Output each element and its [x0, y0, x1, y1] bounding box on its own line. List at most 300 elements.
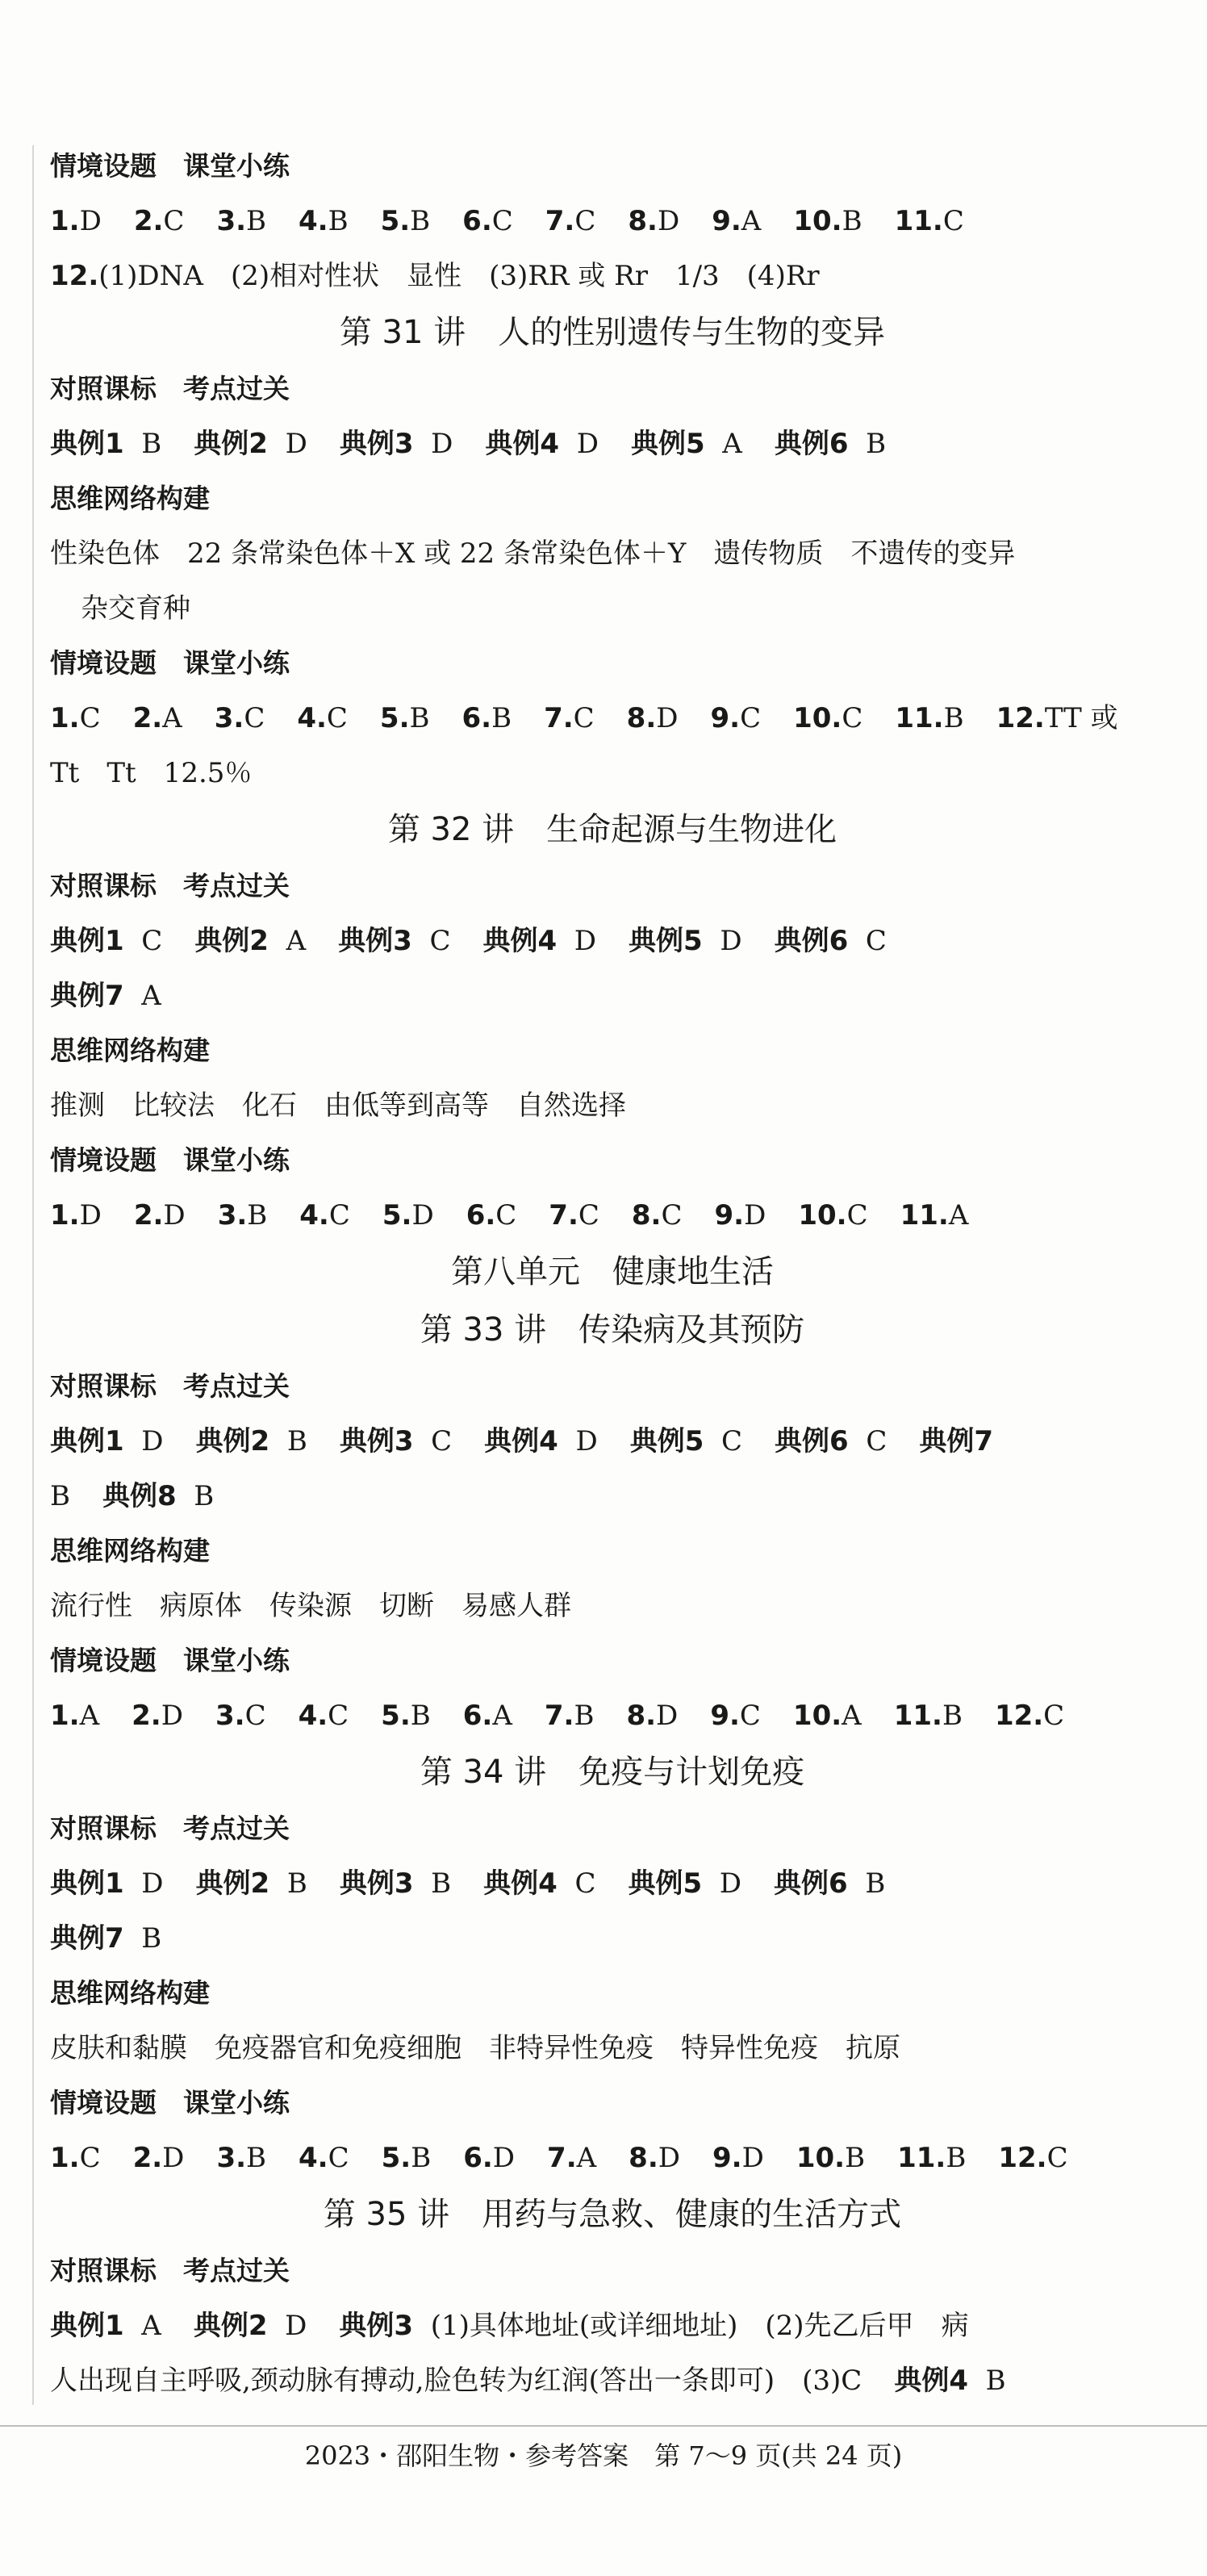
answer-item: [485, 428, 599, 460]
answer-number: 7.: [547, 2142, 577, 2174]
answer-value: A: [141, 2310, 161, 2342]
answer-number: 1.: [50, 2142, 80, 2174]
answer-value: B: [845, 2142, 866, 2174]
answer-item: [793, 702, 862, 734]
answer-number: 典例2: [195, 1425, 270, 1457]
answer-value: C: [491, 205, 513, 237]
answer-value: B: [409, 702, 430, 734]
answer-number: 12.: [994, 1700, 1044, 1732]
answer-text-line: 皮肤和黏膜 免疫器官和免疫细胞 非特异性免疫 特异性免疫 抗原: [50, 2032, 900, 2064]
answer-number: 2.: [133, 1199, 164, 1232]
answer-value: D: [720, 925, 742, 957]
answer-value: D: [285, 428, 307, 460]
answer-item: [50, 1867, 164, 1900]
answer-value: B: [865, 1867, 886, 1900]
answer-item: [793, 1700, 862, 1732]
answer-item: [627, 702, 679, 734]
answer-item: [463, 2142, 515, 2174]
answer-lines: [50, 139, 1175, 2408]
answer-item: [462, 702, 512, 734]
answer-value: C: [573, 702, 595, 734]
answer-item: [900, 1199, 969, 1232]
answer-number: 6.: [461, 702, 492, 734]
answer-number: 11.: [897, 2142, 946, 2174]
answer-item: [711, 702, 762, 734]
answer-number: 典例2: [193, 2310, 268, 2342]
answer-item: [297, 702, 348, 734]
answer-item: [545, 205, 596, 237]
subsection-label: 思维网络构建: [50, 1535, 210, 1566]
answer-row: [50, 2131, 1175, 2185]
answer-value: C: [1043, 1700, 1065, 1732]
answer-item: [549, 1199, 599, 1232]
answer-number: 典例4: [894, 2365, 968, 2397]
answer-value: C: [846, 1199, 868, 1232]
answer-value: D: [576, 428, 599, 460]
answer-number: 6.: [462, 1700, 493, 1732]
answer-item: [544, 702, 595, 734]
answer-value: C: [865, 925, 887, 957]
answer-number: 5.: [381, 1700, 411, 1732]
answer-value: C: [244, 1700, 266, 1732]
answer-number: 5.: [381, 2142, 411, 2174]
answer-number: 6.: [463, 2142, 493, 2174]
answer-number: 1.: [50, 1199, 80, 1232]
answer-value: A: [492, 1700, 512, 1732]
answer-value: C: [721, 1425, 743, 1457]
answer-number: 3.: [215, 1700, 245, 1732]
answer-number: 典例2: [195, 1867, 270, 1900]
answer-item: [50, 2142, 101, 2174]
answer-item: [133, 702, 182, 734]
answer-number: 典例4: [482, 925, 558, 957]
answer-value: 人出现自主呼吸,颈动脉有搏动,脸色转为红润(答出一条即可) (3)C: [50, 2365, 862, 2397]
answer-number: 1.: [50, 205, 80, 237]
answer-item: [996, 702, 1118, 734]
answer-value: D: [574, 925, 597, 957]
answer-value: C: [141, 925, 163, 957]
answer-value: B: [942, 1700, 963, 1732]
answer-value: B: [286, 1867, 307, 1900]
answer-number: 4.: [299, 2142, 328, 2174]
answer-row: [50, 416, 1175, 471]
subsection-label: 情境设题 课堂小练: [50, 150, 290, 182]
answer-item: [50, 1425, 164, 1457]
subsection-label: 思维网络构建: [50, 1977, 210, 2009]
answer-row: [50, 1188, 1175, 1243]
answer-number: 典例1: [50, 1867, 124, 1900]
answer-item: [774, 1867, 885, 1900]
answer-number: 4.: [299, 1199, 329, 1232]
answer-item: [215, 1700, 266, 1732]
answer-number: 3.: [216, 205, 247, 237]
answer-value: C: [244, 702, 265, 734]
answer-value: D: [744, 1199, 766, 1232]
answer-number: 7.: [544, 702, 574, 734]
answer-value: B: [194, 1480, 215, 1512]
answer-number: 典例1: [50, 925, 124, 957]
answer-row: [50, 2353, 1175, 2408]
answer-number: 12.: [50, 260, 99, 292]
answer-value: C: [328, 2142, 349, 2174]
answer-number: 10.: [793, 702, 842, 734]
answer-number: 3.: [214, 702, 244, 734]
answer-number: 2.: [133, 205, 164, 237]
answer-item: [547, 2142, 596, 2174]
answer-item: [629, 925, 742, 957]
answer-number: 12.: [998, 2142, 1047, 2174]
answer-value: B: [491, 702, 512, 734]
answer-item: [299, 1700, 349, 1732]
answer-item: [545, 1700, 595, 1732]
section-heading: 第 31 讲 人的性别遗传与生物的变异: [339, 314, 886, 351]
answer-number: 典例5: [629, 1425, 704, 1457]
answer-value: D: [79, 205, 102, 237]
answer-number: 2.: [132, 1700, 161, 1732]
answer-value: D: [741, 2142, 764, 2174]
answer-number: 10.: [798, 1199, 847, 1232]
answer-item: [50, 2310, 161, 2342]
answer-item: [775, 428, 886, 460]
answer-number: 6.: [466, 1199, 496, 1232]
answer-item: [340, 1867, 451, 1900]
answer-number: 11.: [894, 205, 943, 237]
answer-number: 典例8: [102, 1480, 177, 1512]
section-heading: 第八单元 健康地生活: [451, 1253, 774, 1290]
answer-value: B: [141, 428, 162, 460]
answer-value: C: [495, 1199, 517, 1232]
answer-value: C: [842, 702, 863, 734]
answer-number: 典例1: [50, 428, 124, 460]
answer-item: [340, 1425, 452, 1457]
answer-value: A: [576, 2142, 597, 2174]
answer-item: [50, 980, 161, 1012]
subsection-label: 思维网络构建: [50, 1035, 210, 1066]
answer-item: [462, 205, 513, 237]
answer-number: 典例3: [338, 925, 412, 957]
subsection-label: 思维网络构建: [50, 483, 210, 514]
answer-number: 典例3: [339, 1425, 414, 1457]
answer-value: B: [842, 205, 862, 237]
answer-value: A: [842, 1700, 862, 1732]
answer-value: D: [575, 1425, 598, 1457]
answer-number: 2.: [132, 702, 163, 734]
answer-number: 典例3: [339, 428, 414, 460]
answer-item: [50, 260, 820, 292]
answer-number: 2.: [132, 2142, 163, 2174]
answer-item: [381, 1700, 431, 1732]
subsection-label: 对照课标 考点过关: [50, 373, 290, 404]
answer-item: [50, 925, 162, 957]
answer-item: [102, 1480, 214, 1512]
answer-number: 8.: [629, 2142, 658, 2174]
answer-item: [466, 1199, 517, 1232]
answer-value: C: [740, 702, 762, 734]
answer-item: [218, 1199, 268, 1232]
answer-number: 典例4: [485, 428, 560, 460]
answer-item: [629, 2142, 680, 2174]
answer-number: 典例2: [194, 428, 268, 460]
answer-item: [382, 1199, 434, 1232]
answer-number: 9.: [714, 1199, 745, 1232]
answer-value: C: [1046, 2142, 1068, 2174]
subsection-label: 情境设题 课堂小练: [50, 1144, 290, 1176]
subsection-label: 对照课标 考点过关: [50, 870, 290, 901]
answer-value: C: [574, 1867, 596, 1900]
answer-value: C: [328, 1199, 350, 1232]
answer-value: A: [79, 1700, 100, 1732]
answer-value: B: [246, 2142, 267, 2174]
answer-item: [463, 1700, 512, 1732]
answer-value: D: [411, 1199, 434, 1232]
answer-item: [194, 428, 307, 460]
answer-number: 7.: [549, 1199, 578, 1232]
answer-number: 典例2: [194, 925, 269, 957]
answer-item: [712, 205, 761, 237]
answer-number: 典例6: [774, 1867, 848, 1900]
answer-value: B: [411, 2142, 432, 2174]
answer-number: 典例4: [483, 1867, 558, 1900]
answer-number: 典例7: [50, 1922, 124, 1955]
answer-item: [710, 1700, 761, 1732]
answer-number: 5.: [382, 1199, 412, 1232]
answer-value: C: [942, 205, 964, 237]
answer-item: [339, 2310, 968, 2342]
answer-value: D: [161, 1700, 183, 1732]
answer-item: [50, 702, 101, 734]
answer-item: [340, 428, 453, 460]
answer-number: 8.: [626, 1700, 657, 1732]
answer-item: [196, 1425, 307, 1457]
answer-value: B: [50, 1480, 70, 1512]
answer-number: 典例6: [774, 428, 849, 460]
answer-number: 典例1: [50, 1425, 124, 1457]
answer-value: TT 或: [1044, 702, 1118, 734]
answer-item: [895, 702, 963, 734]
answer-value: D: [657, 205, 680, 237]
answer-value: D: [79, 1199, 102, 1232]
answer-item: [194, 925, 306, 957]
section-heading: 第 33 讲 传染病及其预防: [420, 1311, 805, 1349]
answer-number: 典例1: [50, 2310, 124, 2342]
answer-value: B: [410, 205, 431, 237]
answer-item: [133, 2142, 185, 2174]
answer-number: 11.: [900, 1199, 949, 1232]
answer-number: 3.: [216, 2142, 247, 2174]
answer-value: A: [141, 980, 161, 1012]
answer-row: [50, 1688, 1175, 1743]
answer-item: [626, 1700, 678, 1732]
answer-value: C: [431, 1425, 453, 1457]
answer-value: D: [141, 1425, 164, 1457]
answer-item: [895, 205, 964, 237]
answer-value: A: [162, 702, 182, 734]
answer-item: [50, 428, 161, 460]
answer-number: 典例7: [50, 980, 124, 1012]
answer-value: C: [328, 1700, 349, 1732]
answer-number: 3.: [217, 1199, 248, 1232]
answer-number: 12.: [996, 702, 1045, 734]
answer-item: [484, 1425, 598, 1457]
answer-row: [50, 914, 1175, 968]
answer-item: [897, 2142, 966, 2174]
answer-value: B: [946, 2142, 967, 2174]
answer-value: A: [741, 205, 762, 237]
left-margin-rule: [32, 145, 34, 2405]
answer-value: B: [328, 205, 349, 237]
answer-value: B: [866, 428, 887, 460]
answer-text-line: 推测 比较法 化石 由低等到高等 自然选择: [50, 1089, 626, 1122]
section-heading: 第 34 讲 免疫与计划免疫: [420, 1754, 805, 1791]
subsection-label: 对照课标 考点过关: [50, 1370, 290, 1402]
answer-number: 9.: [710, 1700, 740, 1732]
subsection-label: 情境设题 课堂小练: [50, 647, 290, 679]
answer-item: [798, 1199, 867, 1232]
section-heading: 第 35 讲 用药与急救、健康的生活方式: [323, 2196, 902, 2233]
answer-value: A: [286, 925, 307, 957]
answer-value: C: [79, 2142, 101, 2174]
answer-number: 7.: [544, 1700, 574, 1732]
answer-item: [215, 702, 265, 734]
answer-item: [628, 205, 679, 237]
answer-number: 8.: [628, 205, 658, 237]
answer-row: [50, 249, 1175, 303]
answer-text-line: 性染色体 22 条常染色体＋X 或 22 条常染色体＋Y 遗传物质 不遗传的变异: [50, 537, 1016, 570]
answer-value: D: [431, 428, 453, 460]
answer-value: C: [866, 1425, 888, 1457]
answer-number: 9.: [712, 2142, 742, 2174]
answer-row: [50, 1469, 1175, 1524]
answer-number: 7.: [545, 205, 575, 237]
answer-item: [132, 1700, 183, 1732]
answer-number: 典例3: [339, 1867, 414, 1900]
answer-row: [50, 968, 1175, 1023]
answer-item: [712, 2142, 764, 2174]
section-heading: 第 32 讲 生命起源与生物进化: [387, 811, 837, 848]
answer-value: A: [948, 1199, 969, 1232]
answer-item: [50, 2365, 862, 2397]
answer-item: [894, 1700, 963, 1732]
answer-item: [775, 925, 887, 957]
page-footer: 2023・邵阳生物・参考答案 第 7～9 页(共 24 页): [0, 2425, 1207, 2480]
answer-item: [50, 1480, 70, 1512]
answer-text-line: 杂交育种: [81, 592, 190, 625]
answer-value: C: [578, 1199, 599, 1232]
answer-value: D: [163, 1199, 186, 1232]
answer-value: D: [162, 2142, 185, 2174]
answer-item: [134, 205, 185, 237]
answer-item: [194, 2310, 307, 2342]
answer-value: A: [722, 428, 742, 460]
answer-value: C: [739, 1700, 761, 1732]
subsection-label: 对照课标 考点过关: [50, 2255, 290, 2286]
answer-number: 1.: [50, 1700, 80, 1732]
answer-item: [919, 1425, 993, 1457]
answer-number: 10.: [792, 1700, 842, 1732]
answer-item: [775, 1425, 887, 1457]
answer-item: [381, 205, 431, 237]
answer-row: [50, 2298, 1175, 2353]
answer-item: [796, 2142, 865, 2174]
answer-value: D: [656, 702, 679, 734]
answer-number: 8.: [626, 702, 657, 734]
answer-value: C: [326, 702, 348, 734]
answer-value: B: [574, 1700, 595, 1732]
answer-text-line: 流行性 病原体 传染源 切断 易感人群: [50, 1590, 571, 1622]
answer-number: 11.: [895, 702, 944, 734]
answer-number: 典例5: [629, 925, 703, 957]
answer-value: C: [429, 925, 451, 957]
answer-item: [299, 205, 349, 237]
answer-number: 典例6: [774, 925, 849, 957]
answer-value: B: [431, 1867, 452, 1900]
answer-number: 11.: [893, 1700, 942, 1732]
answer-number: 4.: [297, 702, 327, 734]
answer-item: [628, 1867, 741, 1900]
answer-item: [50, 1922, 161, 1955]
answer-value: C: [661, 1199, 683, 1232]
answer-item: [338, 925, 450, 957]
answer-item: [50, 205, 102, 237]
answer-text-line: Tt Tt 12.5％: [50, 757, 253, 789]
subsection-label: 情境设题 课堂小练: [50, 2087, 290, 2118]
answer-item: [998, 2142, 1067, 2174]
answer-item: [50, 1700, 99, 1732]
answer-value: B: [141, 1922, 162, 1955]
answer-number: 典例3: [339, 2310, 414, 2342]
answer-number: 典例4: [484, 1425, 558, 1457]
answer-item: [630, 1425, 742, 1457]
answer-value: (1)DNA (2)相对性状 显性 (3)RR 或 Rr 1/3 (4)Rr: [98, 260, 820, 292]
answer-value: D: [719, 1867, 742, 1900]
answer-value: B: [286, 1425, 307, 1457]
answer-item: [632, 1199, 683, 1232]
answer-number: 5.: [379, 702, 410, 734]
answer-item: [196, 1867, 307, 1900]
subsection-label: 对照课标 考点过关: [50, 1813, 290, 1844]
answer-row: [50, 691, 1175, 746]
answer-number: 9.: [710, 702, 741, 734]
answer-item: [631, 428, 742, 460]
answer-value: D: [492, 2142, 516, 2174]
answer-item: [134, 1199, 186, 1232]
answer-item: [299, 2142, 349, 2174]
answer-value: D: [285, 2310, 307, 2342]
answer-row: [50, 1856, 1175, 1911]
answer-number: 9.: [712, 205, 741, 237]
answer-value: C: [163, 205, 185, 237]
answer-row: [50, 194, 1175, 249]
answer-number: 典例5: [630, 428, 705, 460]
answer-value: (1)具体地址(或详细地址) (2)先乙后甲 病: [430, 2310, 969, 2342]
answer-item: [714, 1199, 766, 1232]
answer-item: [482, 925, 596, 957]
answer-item: [894, 2365, 1005, 2397]
answer-item: [50, 1199, 102, 1232]
answer-value: D: [656, 1700, 679, 1732]
answer-number: 典例7: [919, 1425, 994, 1457]
answer-item: [382, 2142, 432, 2174]
answer-number: 典例5: [628, 1867, 703, 1900]
answer-number: 6.: [462, 205, 492, 237]
answer-item: [216, 2142, 266, 2174]
answer-number: 10.: [796, 2142, 846, 2174]
answer-row: [50, 1414, 1175, 1469]
answer-value: B: [943, 702, 964, 734]
answer-item: [483, 1867, 595, 1900]
answer-value: B: [246, 205, 267, 237]
answer-number: 5.: [380, 205, 411, 237]
